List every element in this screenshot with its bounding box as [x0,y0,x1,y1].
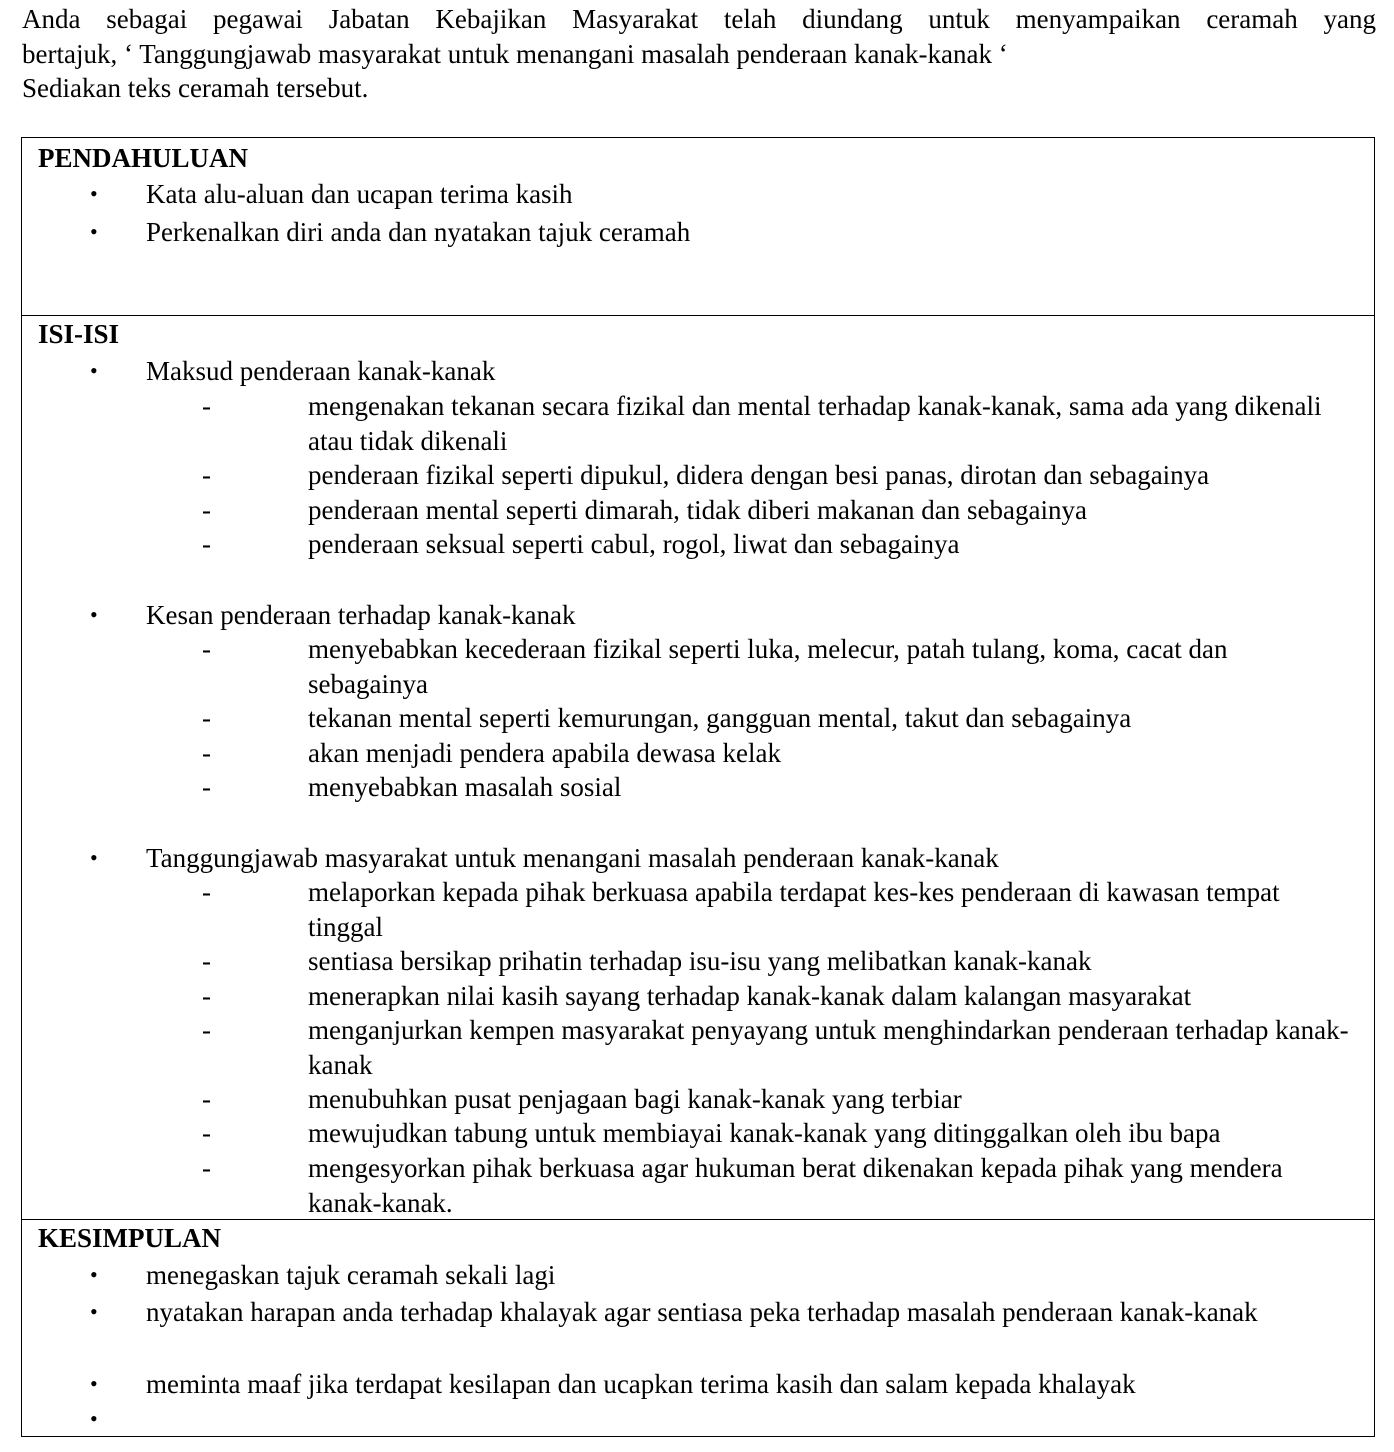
bullet-icon: • [90,181,98,206]
dash-icon: - [202,634,211,664]
prompt-line-3: Sediakan teks ceramah tersebut. [22,73,369,103]
dash-icon: - [202,1015,211,1045]
group-title: Kesan penderaan terhadap kanak-kanak [146,600,576,630]
dash-icon: - [202,703,211,733]
section-body: ISI-ISI • Maksud penderaan kanak-kanak - mengenakan tekanan secara fizikal dan mental terhadap kanak-kanak, sama ada yang dikenali atau tidak dikenali - penderaan fizikal seperti dipukul, didera dengan besi panas, dirotan dan sebagainya - penderaan mental seperti dimarah, tidak diberi makanan dan sebagainya - penderaan seksual seperti cabul, rogol, liwat dan sebagainya • Kesan penderaan terhadap kanak-kanak - menyebabkan kecederaan fizikal seperti luka, melecur, patah tulang, koma, cacat dan sebagainya - tekanan mental seperti kemurungan, gangguan mental, takut dan sebagainya - akan menjadi pendera apabila dewasa kelak - menyebabkan masalah sosial • Tanggungjawab masyarakat untuk menangani masalah penderaan kanak-kanak - melaporkan kepada pihak berkuasa apabila terdapat kes-kes penderaan di kawasan tempat tinggal - sentiasa bersikap prihatin terhadap isu-isu yang melibatkan kanak-kanak - menerapkan nilai kasih sayang terhadap kanak-kanak dalam kalangan masyarakat - menganjurkan kempen masyarakat penyayang untuk menghindarkan penderaan terhadap kanak-kanak - menubuhkan pusat penjagaan bagi kanak-kanak yang terbiar - mewujudkan tabung untuk membiayai kanak-kanak yang ditinggalkan oleh ibu bapa - mengesyorkan pihak berkuasa agar hukuman berat dikenakan kepada pihak yang mendera kanak-kanak. [22,316,1374,1220]
group-title: Maksud penderaan kanak-kanak [146,356,496,386]
dash-icon: - [202,460,211,490]
bullet-icon: • [90,1262,98,1287]
essay-outline-table [21,137,1375,1437]
dash-icon: - [202,1118,211,1148]
dash-icon: - [202,1084,211,1114]
dash-icon: - [202,529,211,559]
bullet-icon: • [90,1299,98,1324]
question-prompt [22,2,1376,106]
bullet-icon: • [90,845,98,870]
section-conclusion: KESIMPULAN • menegaskan tajuk ceramah sekali lagi • nyatakan harapan anda terhadap khalayak agar sentiasa peka terhadap masalah penderaan kanak-kanak • meminta maaf jika terdapat kesilapan dan ucapkan terima kasih dan salam kepada khalayak • [22,1220,1374,1436]
dash-icon: - [202,877,211,907]
dash-icon: - [202,495,211,525]
dash-icon: - [202,738,211,768]
dash-icon: - [202,772,211,802]
prompt-line-2: bertajuk, ‘ Tanggungjawab masyarakat untuk menangani masalah penderaan kanak-kanak ‘ [22,38,1008,69]
dash-icon: - [202,391,211,421]
bullet-icon: • [90,1371,98,1396]
bullet-icon: • [90,602,98,627]
dash-icon: - [202,1153,211,1183]
group-title: Tanggungjawab masyarakat untuk menangani masalah penderaan kanak-kanak [146,843,999,873]
section-heading: KESIMPULAN [38,1223,222,1253]
bullet-icon: • [90,358,98,383]
bullet-icon: • [90,219,98,244]
dash-icon: - [202,981,211,1011]
section-introduction: PENDAHULUAN • Kata alu-aluan dan ucapan terima kasih • Perkenalkan diri anda dan nyatakan tajuk ceramah [22,138,1374,316]
section-heading: ISI-ISI [38,319,120,349]
prompt-line-1: Anda sebagai pegawai Jabatan Kebajikan Masyarakat telah diundang untuk menyampaikan ceramah yang [22,4,1376,34]
dash-icon: - [202,946,211,976]
bullet-icon: • [90,1406,98,1431]
section-heading: PENDAHULUAN [38,143,249,173]
